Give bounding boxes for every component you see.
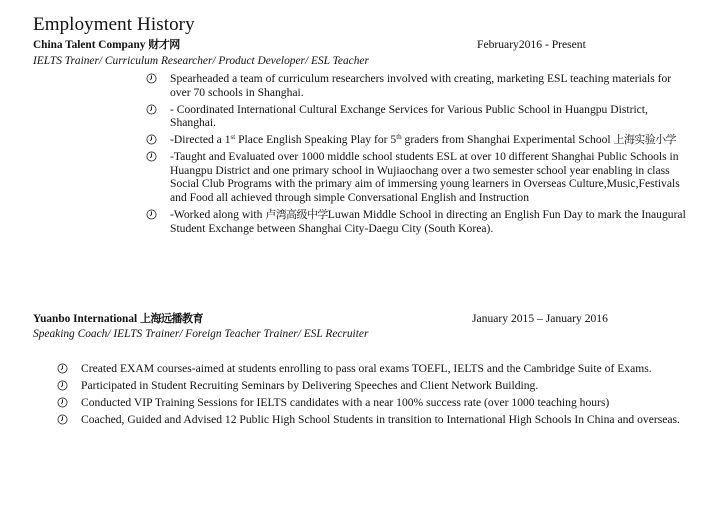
bullet-text-part: graders from Shanghai Experimental School	[401, 133, 614, 147]
list-item	[57, 413, 687, 427]
bullet-text	[170, 208, 686, 235]
employment-dates: February2016 - Present	[477, 38, 586, 51]
company-name-cn: 财才网	[148, 38, 180, 51]
clock-icon	[146, 209, 157, 220]
company-name-en: Yuanbo International	[33, 313, 138, 325]
employment-dates: January 2015 – January 2016	[472, 312, 608, 325]
bullet-text-part: Luwan Middle School in directing an English Fun Day to mark the Inaugural Student Exchange between Shanghai City-Daegu City (South Korea).	[170, 207, 686, 235]
clock-icon	[146, 104, 157, 115]
bullet-text: Created EXAM courses-aimed at students enrolling to pass oral exams TOEFL, IELTS and the Cambridge Suite of Exams.	[81, 362, 652, 375]
list-item	[146, 150, 686, 204]
company-name-cn: 上海远播教育	[139, 312, 203, 325]
school-name-cn: 卢湾高级中学	[265, 207, 328, 221]
clock-icon	[146, 134, 157, 145]
bullet-text: Coached, Guided and Advised 12 Public High School Students in transition to International High Schools In China and overseas.	[81, 412, 680, 426]
job-bullets	[57, 362, 687, 430]
bullet-text: Conducted VIP Training Sessions for IELTS candidates with a near 100% success rate (over 1000 teaching hours)	[81, 395, 610, 409]
bullet-text	[170, 133, 676, 146]
list-item	[146, 72, 686, 99]
bullet-text-part: Place English Speaking Play for 5	[235, 133, 397, 147]
list-item	[57, 362, 687, 376]
list-item	[57, 379, 687, 393]
school-name-cn: 上海实验小学	[613, 133, 676, 147]
clock-icon	[146, 73, 157, 84]
section-title: Employment History	[33, 14, 195, 35]
clock-icon	[57, 363, 68, 374]
bullet-text: Participated in Student Recruiting Seminars by Delivering Speeches and Client Network Building.	[81, 378, 539, 392]
clock-icon	[57, 380, 68, 391]
list-item	[57, 396, 687, 410]
bullet-text: - Coordinated International Cultural Exchange Services for Various Public School in Huangpu District, Shanghai.	[170, 102, 648, 130]
clock-icon	[57, 414, 68, 425]
company-name	[33, 38, 180, 52]
bullet-text-part: -Directed a 1	[170, 133, 231, 147]
ordinal-suffix: st	[230, 133, 236, 142]
job-roles: IELTS Trainer/ Curriculum Researcher/ Product Developer/ ESL Teacher	[33, 55, 369, 67]
clock-icon	[146, 151, 157, 162]
bullet-text-part: -Worked along with	[170, 207, 266, 221]
company-name-en: China Talent Company	[33, 39, 146, 51]
company-name	[33, 312, 203, 326]
ordinal-suffix: th	[396, 133, 402, 142]
job-bullets	[146, 72, 686, 238]
bullet-text: Spearheaded a team of curriculum researchers involved with creating, marketing ESL teaching materials for over 70 schools in Shanghai.	[170, 72, 672, 99]
job-roles: Speaking Coach/ IELTS Trainer/ Foreign Teacher Trainer/ ESL Recruiter	[33, 328, 369, 340]
list-item	[146, 103, 686, 130]
list-item	[146, 208, 686, 235]
clock-icon	[57, 397, 68, 408]
bullet-text: -Taught and Evaluated over 1000 middle school students ESL at over 10 different Shanghai Public Schools in Huangpu District and one primary school in Wujiaochang over a two semester school year enabling in class Social Club Programs with the primary aim of immersing young learners in Overseas Culture,Music,Festivals and Food all achieved through simple Conversational English and Instruction	[170, 150, 680, 204]
list-item	[146, 133, 686, 147]
